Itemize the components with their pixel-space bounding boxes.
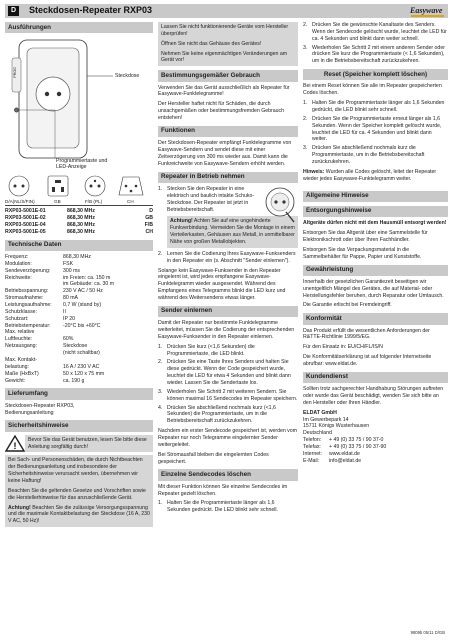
label-prog: PROG: [12, 67, 17, 78]
heading-lieferumfang: Lieferumfang: [5, 388, 153, 399]
model-code: RXP03-5001E-04: [5, 222, 46, 229]
tech-row: [5, 329, 153, 336]
tech-label: Betriebstemperatur:: [5, 322, 51, 329]
plug-label-ch: CH: [127, 199, 134, 205]
heading-technische-daten: Technische Daten: [5, 240, 153, 251]
label-led: LED-Anzeige: [56, 164, 87, 171]
warning-icon: [5, 435, 25, 452]
tech-label: Sendeverzögerung:: [5, 267, 51, 274]
heading-sicherheitshinweise: Sicherheitshinweise: [5, 420, 153, 431]
gewaehr-p1: Innerhalb der gesetzlichen Garantiezeit beseitigen wir unentgeltlich Mängel des Gerätes, die auf Material- oder Herstellungsfehler beruhen, durch Reparatur oder Umtausch.: [303, 278, 444, 299]
tech-label: Stromaufnahme:: [5, 295, 44, 302]
contact-label: Telefon:: [303, 437, 322, 444]
tech-value: II: [63, 308, 66, 315]
tech-value: 60%: [63, 336, 74, 343]
contact-value: + 49 (0) 33 75 / 90 37-90: [329, 444, 387, 451]
company-name: ELDAT GmbH: [303, 409, 337, 416]
heading-bestimmung: Bestimmungsgemäßer Gebrauch: [158, 70, 298, 81]
heading-reset: Reset (Speicher komplett löschen): [303, 69, 448, 80]
socket-plug-icon: [264, 186, 298, 224]
tech-value: 16 A / 230 V AC: [63, 363, 100, 370]
page-header: [5, 4, 448, 18]
device-illustration: [5, 36, 153, 206]
tech-row: [5, 288, 153, 295]
tech-row: [5, 378, 153, 385]
warning-text: Bevor Sie das Gerät benutzen, lesen Sie bitte diese Anleitung sorgfältig durch!: [25, 435, 153, 453]
column-3: [303, 22, 448, 465]
tech-row: [5, 371, 153, 378]
plug-label-fb: F/B (PL): [85, 199, 103, 205]
language-badge: D: [8, 6, 19, 16]
tech-value: IP 20: [63, 315, 76, 322]
entsorgung-bold: Altgeräte dürfen nicht mit dem Hausmüll entsorgt werden!: [303, 220, 447, 227]
sender-text-3: Bei Stromausfall bleiben die eingelernten Codes gespeichert.: [158, 451, 269, 465]
sender-steps: 1. Drücken Sie kurz (<1,6 Sekunden) die Programmiertaste, die LED blinkt. 2. Drücken Sie eine Taste Ihres Senders und halten Sie diese gedrückt. Wenn der Code gespeichert wurde, leuchtet die LED für etwa 4 Sekunden und blinkt dann wieder. Lassen Sie die Sendertaste los. 3. Wiederholen Sie Schritt 2 mit weiteren Sendern. Sie können maximal 16 Sendecodes im Repeater speichern. 4. Drücken Sie abschließend nochmals kurz (<1,6 Sekunden) die Programmiertaste, um in die Betriebsbereitschaft zurückzukehren.: [158, 343, 298, 425]
footer-code: 9809b 05/11 D/GB: [410, 630, 445, 635]
tech-row: [5, 275, 153, 289]
sender-step: Wiederholen Sie Schritt 2 mit weiteren Sendern. Sie können maximal 16 Sendecodes im Repeater speichern.: [167, 388, 298, 402]
safety-p3-text: Beachten Sie die zulässige Versorgungsspannung und die maximale Kontaktbelastung der Steckdose (16 A, 230 V AC, 50 Hz)!: [8, 504, 150, 525]
loeschen-step: Drücken Sie die gewünschte Kanaltaste des Senders. Wenn der Sendecode gelöscht wurde, leuchtet die LED für ca. 4 Sekunden und blinkt dann weiter schnell.: [312, 22, 447, 42]
plug-label-d: D/A(NL/S/FIN): [5, 199, 35, 205]
heading-ausfuehrungen: Ausführungen: [5, 22, 153, 33]
loeschen-step-1-text: Halten Sie die Programmiertaste länger als 1,6 Sekunden gedrückt. Die LED blinkt sehr schnell.: [167, 500, 279, 514]
tech-value: 50 x 120 x 75 mm: [63, 370, 105, 377]
entsorgung-p2: Entsorgen Sie das Verpackungsmaterial in die Sammelbehälter für Pappe, Papier und Kunststoffe.: [303, 246, 422, 260]
achtung-label: Achtung!: [8, 504, 31, 511]
contact-label: Telefax:: [303, 444, 321, 451]
tech-row: [5, 316, 153, 323]
tech-row: [5, 268, 153, 275]
konf-p1: Das Produkt erfüllt die wesentlichen Anforderungen der R&TTE-Richtlinie 1999/5/EG.: [303, 327, 430, 341]
tech-label: Schutzart:: [5, 315, 29, 322]
heading-gewaehrleistung: Gewährleistung: [303, 265, 448, 276]
tech-label: Betriebsspannung:: [5, 288, 49, 295]
achtung-label: Achtung!: [170, 218, 193, 225]
model-country: F/B: [144, 222, 153, 229]
contact-label: E-Mail:: [303, 457, 320, 464]
tech-label: Netzausgang:: [5, 343, 38, 350]
tech-value: 868,30 MHz: [63, 254, 91, 261]
tech-value: 80 mA: [63, 295, 78, 302]
model-freq: 868,30 MHz: [67, 208, 95, 215]
heading-sender-einlernen: Sender einlernen: [158, 306, 298, 317]
betrieb-step-1-text: Stecken Sie den Repeater in eine elektrisch und baulich intakte Schuko-Steckdose. Der Repeater ist jetzt in Betriebsbereitschaft.: [167, 185, 255, 213]
email-link[interactable]: info@eldat.de: [329, 457, 362, 464]
loeschen-step-1: 1. Halten Sie die Programmiertaste länger als 1,6 Sekunden gedrückt. Die LED blinkt sehr schnell.: [158, 500, 298, 514]
plug-label-gb: GB: [54, 199, 61, 205]
heading-allgemeine-hinweise: Allgemeine Hinweise: [303, 191, 448, 202]
bestimm-p1: Verwenden Sie das Gerät ausschließlich als Repeater für Easywave-Funktelegramme!: [158, 84, 290, 98]
gewaehr-p2: Die Garantie erlischt bei Fremdeingriff.: [303, 302, 392, 309]
tech-label: Max. relative: [5, 329, 35, 336]
column-2: [158, 22, 298, 517]
tech-value: 230 V AC / 50 Hz: [63, 288, 103, 295]
model-freq: 868,30 MHz: [67, 222, 95, 229]
hinweis-label: Hinweis:: [303, 168, 325, 175]
reset-hint: [303, 169, 448, 183]
model-country: D: [149, 208, 153, 215]
box1-b: Öffnen Sie nicht das Gehäuse des Gerätes!: [161, 40, 262, 47]
reset-steps: 1. Halten Sie die Programmiertaste länger als 1,6 Sekunden gedrückt, die LED blinkt sehr schnell. 2. Drücken Sie die Programmiertaste erneut länger als 1,6 Sekunden. Wenn der Speicher komplett gelöscht wurde, leuchtet die LED für ca. 4 Sekunden und blinkt dann weiter. 3. Drücken Sie abschließend nochmals kurz die Programmiertaste, um in die Betriebsbereitschaft zurückzukehren.: [303, 100, 448, 166]
tech-value: FSK: [63, 260, 74, 267]
model-country: GB: [145, 215, 153, 222]
tech-label: Schutzklasse:: [5, 308, 38, 315]
column-1: [5, 22, 153, 530]
konf-p2: Für den Einsatz in: EU/CH/FL/IS/N: [303, 344, 383, 351]
reset-text: Bei einem Reset können Sie alle im Repeater gespeicherten Codes löschen.: [303, 83, 442, 97]
safety-p1: Bei Sach- und Personenschäden, die durch Nichtbeachten der Bedienungsanleitung und insbesondere der Sicherheitshinweise verursacht werden, übernehmen wir keine Haftung!: [8, 457, 143, 484]
heading-loeschen: Einzelne Sendecodes löschen: [158, 469, 298, 480]
address-line: 15711 Königs Wusterhausen: [303, 423, 370, 430]
bestimm-p2: Der Hersteller haftet nicht für Schäden, die durch unsachgemäßen oder bestimmungsfremden Gebrauch entstehen!: [158, 101, 285, 122]
reset-step: Halten Sie die Programmiertaste länger als 1,6 Sekunden gedrückt, die LED blinkt sehr schnell.: [312, 100, 445, 114]
tech-label: Frequenz:: [5, 254, 29, 261]
tech-label: Luftfeuchte:: [5, 336, 33, 343]
label-steckdose: Steckdose: [115, 73, 140, 80]
model-freq: 868,30 MHz: [67, 215, 95, 222]
easywave-logo: [408, 5, 446, 17]
betrieb-step-2: 2. Lernen Sie die Codierung Ihres Easywave-Funksenders in den Repeater ein (s. Abschnitt "Sender einlernen").: [158, 251, 298, 265]
tech-value: 0,7 W (stand by): [63, 302, 102, 309]
contact-label: Internet:: [303, 450, 323, 457]
safety-box-continued: [158, 22, 298, 66]
tech-value: Steckdose (nicht schaltbar): [63, 343, 100, 357]
page-title: Steckdosen-Repeater RXP03: [29, 5, 153, 15]
tech-value: [63, 329, 153, 336]
tech-value: im Freien: ca. 150 m im Gebäude: ca. 30 m: [63, 274, 115, 288]
device-drawing: [5, 36, 153, 206]
address-line: Im Gewerbepark 14: [303, 416, 349, 423]
tech-row: [5, 295, 153, 302]
tech-label: Modulation:: [5, 260, 32, 267]
tech-row: [5, 343, 153, 357]
tech-row: [5, 261, 153, 268]
tech-label: Maße (HxBxT): [5, 370, 39, 377]
heading-funktionen: Funktionen: [158, 126, 298, 137]
tech-value: ca. 190 g: [63, 377, 85, 384]
model-table: [5, 208, 153, 235]
lieferumfang-text: Steckdosen-Repeater RXP03, Bedienungsanleitung: [5, 402, 75, 416]
tech-row: [5, 302, 153, 309]
address-line: Deutschland: [303, 430, 332, 437]
betrieb-step-1: 1. Stecken Sie den Repeater in eine elektrisch und baulich intakte Schuko-Steckdose. Der Repeater ist jetzt in Betriebsbereitschaft.: [158, 186, 298, 213]
heading-kundendienst: Kundendienst: [303, 372, 448, 383]
tech-row: [5, 336, 153, 343]
model-code: RXP03-5001E-02: [5, 215, 46, 222]
sender-step: Drücken Sie abschließend nochmals kurz (<1,6 Sekunden) die Programmiertaste, um in die Betriebsbereitschaft zurückzukehren.: [167, 404, 276, 425]
tech-data-list: [5, 254, 153, 384]
safety-box: [5, 455, 153, 527]
sender-text-2: Nachdem ein erster Sendecode gespeichert ist, werden vom Repeater nur noch Telegramme eingelernter Sender weitergeleitet.: [158, 428, 297, 448]
kunden-text: Sollten trotz sachgerechter Handhabung Störungen auftreten oder wurde das Gerät beschädigt, wenden Sie sich bitte an den Hersteller oder Ihren Händler.: [303, 386, 444, 406]
box1-a: Lassen Sie nicht funktionierende Geräte vom Hersteller überprüfen!: [161, 24, 289, 37]
tech-label: Gewicht:: [5, 377, 26, 384]
heading-entsorgung: Entsorgungshinweise: [303, 206, 448, 217]
company-address: [303, 410, 448, 465]
heading-betrieb: Repeater in Betrieb nehmen: [158, 172, 298, 183]
reset-step: Drücken Sie abschließend nochmals kurz die Programmiertaste, um in die Betriebsbereitschaft zurückzukehren.: [312, 145, 425, 166]
betrieb-block: [158, 186, 298, 213]
sender-text: Damit der Repeater nur bestimmte Funktelegramme weiterleitet, müssen Sie die Codierung der entsprechenden Easywave-Funksender in den Repeater einlernen.: [158, 320, 295, 340]
model-code: RXP03-5001E-01: [5, 208, 46, 215]
website-link[interactable]: www.eldat.de: [329, 450, 360, 457]
box1-c: Nehmen Sie keine eigenmächtigen Veränderungen am Gerät vor!: [161, 50, 288, 64]
reset-hint-text: Wurden alle Codes gelöscht, leitet der Repeater wieder jedes Easywave-Funktelegramm weiter.: [303, 168, 437, 182]
model-freq: 868,30 MHz: [67, 228, 95, 235]
entsorgung-p1: Entsorgen Sie das Altgerät über eine Sammelstelle für Elektronikschrott oder über Ihren Fachhändler.: [303, 230, 428, 243]
safety-p2: Beachten Sie die geltenden Gesetze und Vorschriften sowie die Herstellerhinweise für das anzuschließende Gerät.: [8, 487, 146, 501]
model-country: CH: [145, 228, 153, 235]
betrieb-text: Solange kein Easywave-Funksender in den Repeater eingelernt ist, wird jedes empfangene Easywave-Funktelegramm wieder ausgesendet. Während des Empfangens eines Telegramms blinkt die LED kurz und während des Weitersendens etwas länger.: [158, 267, 286, 301]
betrieb-step-2-text: Lernen Sie die Codierung Ihres Easywave-Funksenders in den Repeater ein (s. Abschnitt "Sender einlernen").: [167, 250, 296, 264]
safety-warning: [5, 435, 153, 453]
konf-p3: Die Konformitätserklärung ist auf folgender Internetseite abrufbar: www.eldat.de.: [303, 354, 432, 367]
tech-row: [5, 254, 153, 261]
funktionen-text: Der Steckdosen-Repeater empfängt Funktelegramme von Easywave-Sendern und sendet diese mit einer Zeitverzögerung von 300 ms wieder aus. Damit kann die Funkreichweite von Easywave-Sendern erhöht werden.: [158, 140, 292, 167]
contact-value: + 49 (0) 33 75 / 90 37-0: [329, 437, 384, 444]
loeschen-text: Mit dieser Funktion können Sie einzelne Sendecodes im Repeater gezielt löschen.: [158, 483, 288, 497]
label-programmiertaste: Programmiertaste und: [56, 158, 108, 165]
reset-step: Drücken Sie die Programmiertaste erneut länger als 1,6 Sekunden. Wenn der Speicher komplett gelöscht wurde, leuchtet die LED für ca. 4 Sekunden und blinkt dann weiter.: [312, 115, 442, 143]
tech-value: 300 ms: [63, 267, 81, 274]
tech-row: [5, 323, 153, 330]
loeschen-steps-continued: 2. Drücken Sie die gewünschte Kanaltaste des Senders. Wenn der Sendecode gelöscht wurde, leuchtet die LED für ca. 4 Sekunden und blinkt dann weiter schnell. 3. Wiederholen Sie Schritt 2 mit einem anderen Sender oder drücken Sie kurz die Programmiertaste (< 1,6 Sekunden), um in die Betriebsbereitschaft zurückzukehren.: [303, 22, 447, 65]
svg-text:!: !: [13, 440, 17, 451]
sender-step: Drücken Sie kurz (<1,6 Sekunden) die Programmiertaste, die LED blinkt.: [167, 343, 255, 357]
tech-label: Leistungsaufnahme:: [5, 302, 52, 309]
tech-row: [5, 309, 153, 316]
tech-value: -20°C bis +60°C: [63, 322, 101, 329]
safety-p3: [8, 505, 150, 526]
heading-konformitaet: Konformität: [303, 313, 448, 324]
betrieb-warning-text: Achten Sie auf eine ungehinderte Funkverbindung. Vermeiden Sie die Montage in einem Verteilerkasten, Gehäusen aus Metall, in unmittelbarer Nähe von großen Metallobjekten.: [170, 218, 295, 245]
tech-value: [63, 357, 153, 364]
tech-label: belastung:: [5, 363, 29, 370]
tech-row: [5, 357, 153, 364]
model-code: RXP03-5001E-05: [5, 228, 46, 235]
tech-label: Max. Kontakt-: [5, 356, 38, 363]
tech-row: [5, 364, 153, 371]
sender-step: Drücken Sie eine Taste Ihres Senders und halten Sie diese gedrückt. Wenn der Code gespeichert wurde, leuchtet die LED für etwa 4 Sekunden und blinkt dann wieder. Lassen Sie die Sendertaste los.: [167, 359, 291, 386]
logo-swoosh: [411, 15, 444, 17]
logo-text: Easywave: [410, 6, 443, 15]
tech-label: Reichweite:: [5, 274, 32, 281]
loeschen-step: Wiederholen Sie Schritt 2 mit einem anderen Sender oder drücken Sie kurz die Programmiertaste (< 1,6 Sekunden), um in die Betriebsbereitschaft zurückzukehren.: [312, 44, 445, 65]
